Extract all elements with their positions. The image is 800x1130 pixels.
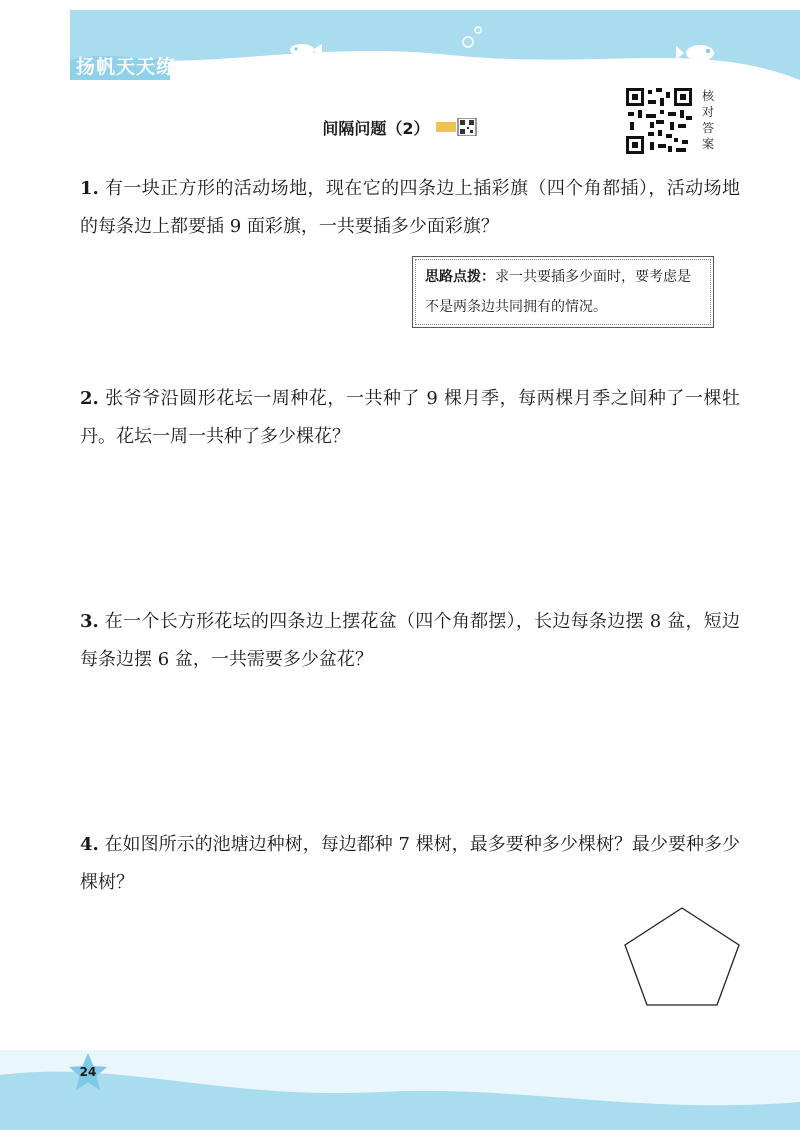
- hint-text: 求一共要插多少面时，要考虑是不是两条边共同拥有的情况。: [425, 269, 691, 315]
- question-text: 在如图所示的池塘边种树，每边都种 7 棵树，最多要种多少棵树？最少要种多少棵树？: [80, 834, 740, 893]
- page-number: 24: [79, 1065, 97, 1079]
- pentagon-figure: [620, 905, 744, 1009]
- question-text: 有一块正方形的活动场地，现在它的四条边上插彩旗（四个角都插），活动场地的每条边上都要插 9 面彩旗，一共要插多少面彩旗？: [80, 178, 740, 237]
- brand-logo-text: 扬帆天天练: [76, 56, 177, 78]
- question-number: 4.: [80, 834, 99, 855]
- question-1: [80, 170, 740, 246]
- question-text: 张爷爷沿圆形花坛一周种花，一共种了 9 棵月季，每两棵月季之间种了一棵牡丹。花坛一周一共种了多少棵花？: [80, 388, 740, 447]
- hint-box: [412, 256, 714, 328]
- check-answer-label[interactable]: 核对答案: [701, 89, 714, 151]
- qr-code-icon[interactable]: [624, 86, 694, 156]
- question-4: [80, 826, 740, 902]
- question-number: 3.: [80, 611, 99, 632]
- page-title: 间隔问题（2）: [322, 118, 430, 138]
- question-number: 1.: [80, 178, 99, 199]
- question-number: 2.: [80, 388, 99, 409]
- question-3: [80, 603, 740, 679]
- question-text: 在一个长方形花坛的四条边上摆花盆（四个角都摆），长边每条边摆 8 盆，短边每条边摆 6 盆，一共需要多少盆花？: [80, 611, 740, 670]
- qr-code-icon[interactable]: [436, 118, 478, 136]
- hint-label: 思路点拨：: [425, 269, 495, 285]
- footer-band: [0, 1030, 800, 1130]
- question-2: [80, 380, 740, 456]
